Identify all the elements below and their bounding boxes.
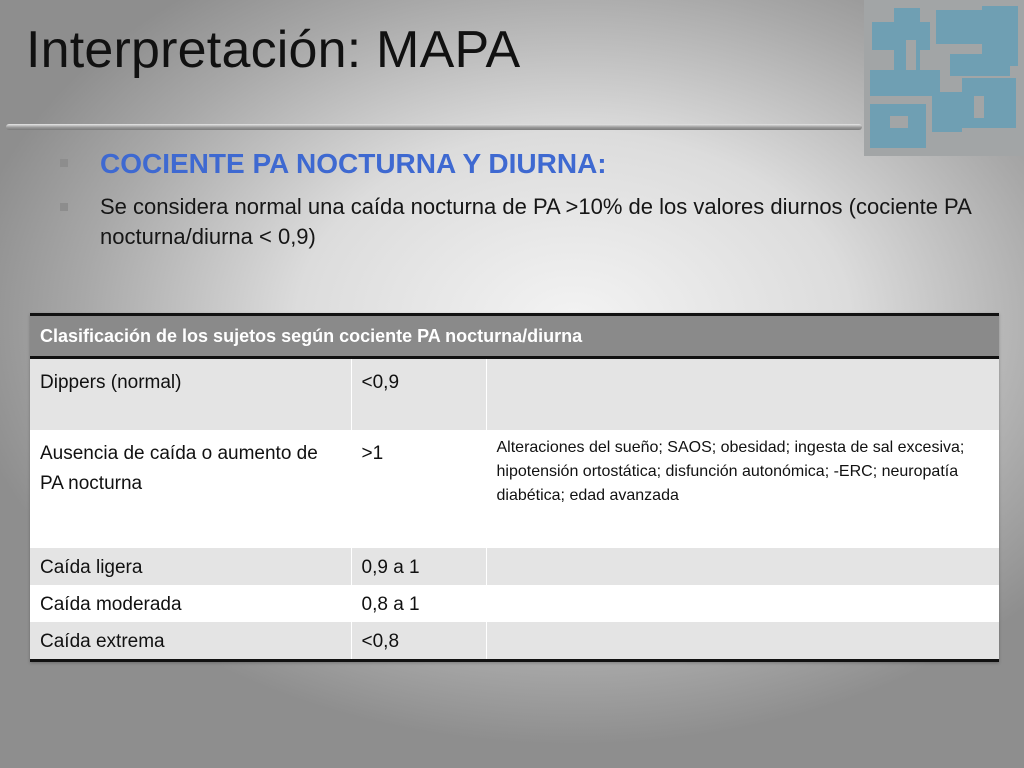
row-value: 0,9 a 1 (351, 548, 486, 585)
row-label: Dippers (normal) (30, 358, 351, 431)
row-value: >1 (351, 430, 486, 548)
bullet-text: Se considera normal una caída nocturna de PA >10% de los valores diurnos (cociente PA nocturna/diurna < 0,9) (100, 194, 971, 249)
table-row (30, 548, 999, 585)
row-note (486, 548, 999, 585)
row-label: Caída ligera (30, 548, 351, 585)
table-row (30, 585, 999, 622)
row-note (486, 358, 999, 431)
square-bullet-icon (60, 203, 68, 211)
table-row (30, 622, 999, 659)
row-label: Caída moderada (30, 585, 351, 622)
table-header: Clasificación de los sujetos según cociente PA nocturna/diurna (30, 316, 999, 358)
bullet-item (60, 146, 980, 182)
logo-graphic (864, 0, 1024, 156)
row-label: Ausencia de caída o aumento de PA nocturna (30, 430, 351, 548)
bullet-heading: COCIENTE PA NOCTURNA Y DIURNA: (100, 148, 607, 179)
row-label: Caída extrema (30, 622, 351, 659)
classification-table (30, 313, 999, 662)
row-note (486, 622, 999, 659)
row-value: <0,9 (351, 358, 486, 431)
table-row (30, 430, 999, 548)
row-value: 0,8 a 1 (351, 585, 486, 622)
row-note (486, 585, 999, 622)
logo-image (864, 0, 1024, 156)
title-divider (6, 124, 862, 130)
bullet-list (60, 146, 980, 252)
bullet-item (60, 192, 980, 252)
table-row (30, 358, 999, 431)
row-note: Alteraciones del sueño; SAOS; obesidad; ingesta de sal excesiva; hipotensión ortostática; disfunción autonómica; -ERC; neuropatía diabética; edad avanzada (486, 430, 999, 548)
row-value: <0,8 (351, 622, 486, 659)
slide-title: Interpretación: MAPA (26, 21, 521, 79)
square-bullet-icon (60, 159, 68, 167)
